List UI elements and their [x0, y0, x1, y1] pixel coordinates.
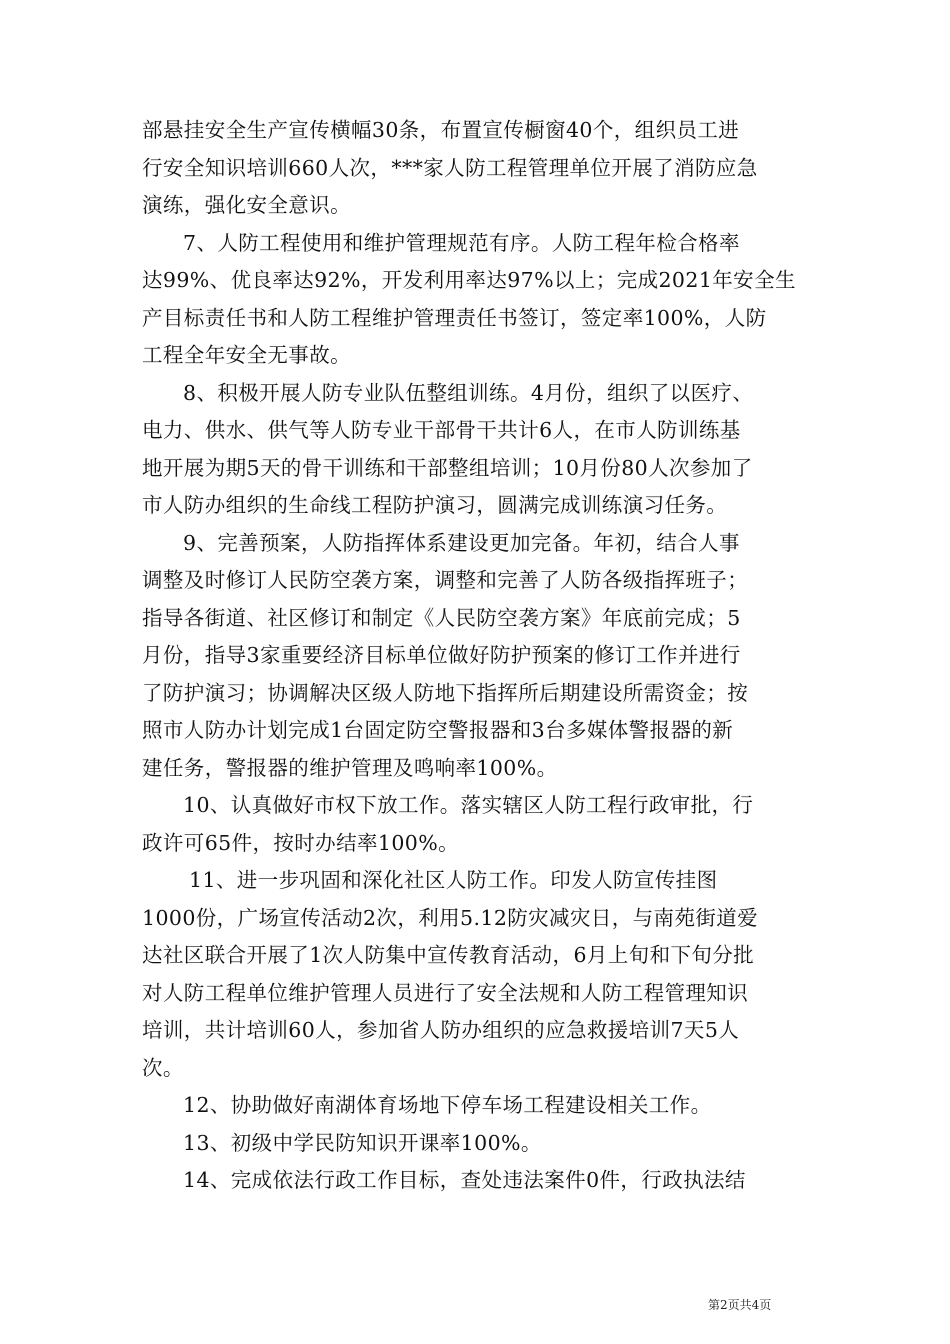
text-line: 13、初级中学民防知识开课率100%。	[183, 1130, 542, 1155]
page-number: 第2页共4页	[708, 1298, 772, 1312]
text-line: 政许可65件，按时办结率100%。	[142, 830, 459, 855]
text-line: 7、人防工程使用和维护管理规范有序。人防工程年检合格率	[183, 230, 740, 255]
text-line: 9、完善预案，人防指挥体系建设更加完备。年初，结合人事	[183, 530, 740, 555]
text-line: 行安全知识培训660人次，***家人防工程管理单位开展了消防应急	[142, 155, 758, 180]
text-line: 1000份，广场宣传活动2次，利用5.12防灾减灾日，与南苑街道爱	[142, 905, 759, 930]
text-line: 11、进一步巩固和深化社区人防工作。印发人防宣传挂图	[189, 868, 718, 892]
text-line: 调整及时修订人民防空袭方案，调整和完善了人防各级指挥班子；	[142, 568, 749, 592]
text-line: 12、协助做好南湖体育场地下停车场工程建设相关工作。	[183, 1093, 712, 1117]
text-line: 地开展为期5天的骨干训练和干部整组培训；10月份80人次参加了	[142, 455, 753, 480]
text-line: 月份，指导3家重要经济目标单位做好防护预案的修订工作并进行	[142, 643, 741, 667]
text-line: 演练，强化安全意识。	[142, 193, 351, 217]
text-line: 电力、供水、供气等人防专业干部骨干共计6人，在市人防训练基	[142, 418, 741, 442]
text-line: 10、认真做好市权下放工作。落实辖区人防工程行政审批，行	[183, 793, 754, 817]
text-line: 14、完成依法行政工作目标，查处违法案件0件，行政执法结	[183, 1168, 746, 1192]
text-line: 达99%、优良率达92%，开发利用率达97%以上；完成2021年安全生	[142, 268, 796, 292]
text-line: 部悬挂安全生产宣传横幅30条，布置宣传橱窗40个，组织员工进	[142, 118, 740, 142]
text-line: 指导各街道、社区修订和制定《人民防空袭方案》年底前完成；5	[142, 605, 741, 630]
document-body	[142, 112, 822, 1200]
text-line: 建任务，警报器的维护管理及鸣响率100%。	[142, 755, 558, 780]
text-line: 市人防办组织的生命线工程防护演习，圆满完成训练演习任务。	[142, 493, 728, 517]
text-line: 培训，共计培训60人，参加省人防办组织的应急救援培训7天5人	[142, 1018, 740, 1042]
text-line: 产目标责任书和人防工程维护管理责任书签订，签定率100%，人防	[142, 305, 767, 330]
text-line: 8、积极开展人防专业队伍整组训练。4月份，组织了以医疗、	[183, 380, 754, 405]
text-line: 次。	[142, 1055, 184, 1080]
text-line: 工程全年安全无事故。	[142, 343, 351, 367]
text-line: 了防护演习；协调解决区级人防地下指挥所后期建设所需资金；按	[142, 680, 749, 705]
text-line: 对人防工程单位维护管理人员进行了安全法规和人防工程管理知识	[142, 980, 749, 1005]
text-line: 照市人防办计划完成1台固定防空警报器和3台多媒体警报器的新	[142, 718, 734, 742]
text-line: 达社区联合开展了1次人防集中宣传教育活动，6月上旬和下旬分批	[142, 943, 755, 967]
